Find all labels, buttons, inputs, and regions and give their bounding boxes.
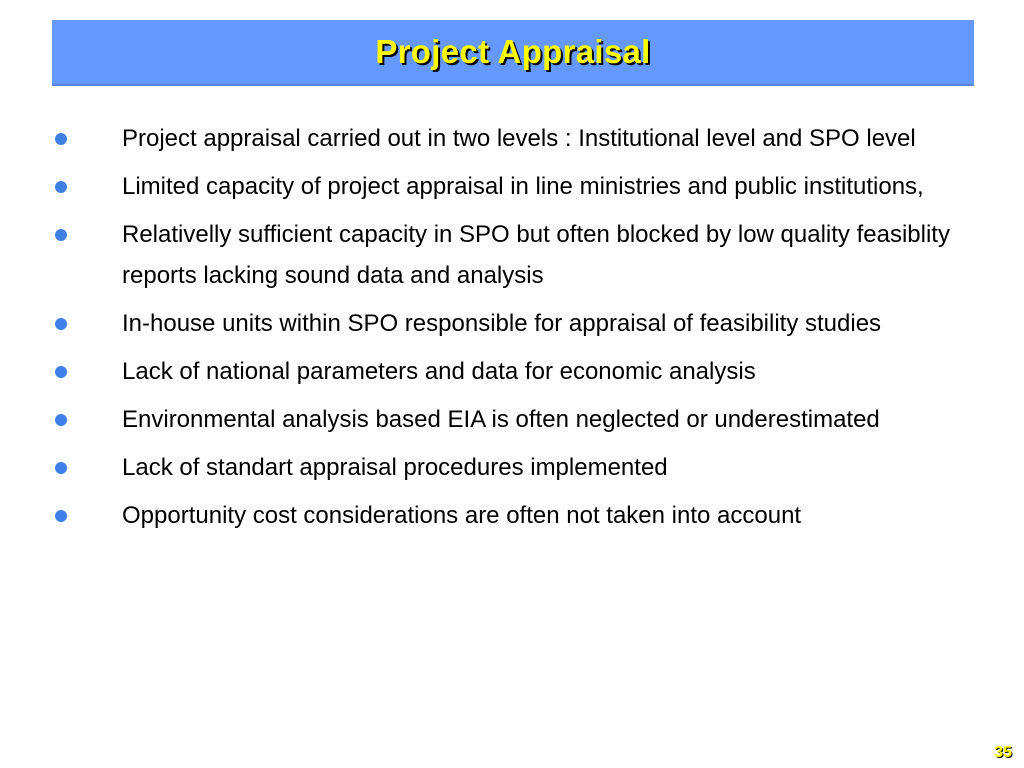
bullet-text: Opportunity cost considerations are often not taken into account bbox=[122, 502, 802, 529]
page-number: 35 bbox=[994, 744, 1012, 761]
bullet-dot-icon bbox=[55, 414, 67, 426]
bullet-item bbox=[0, 303, 1024, 344]
bullet-item bbox=[0, 214, 1024, 296]
bullet-item bbox=[0, 118, 1024, 159]
bullet-dot-icon bbox=[55, 318, 67, 330]
bullet-item bbox=[0, 495, 1024, 536]
bullet-list bbox=[0, 118, 1024, 543]
bullet-dot-icon bbox=[55, 181, 67, 193]
bullet-dot-icon bbox=[55, 462, 67, 474]
bullet-text: Environmental analysis based EIA is often neglected or underestimated bbox=[122, 406, 880, 433]
slide-title: Project Appraisal bbox=[375, 33, 651, 70]
bullet-text: Lack of national parameters and data for economic analysis bbox=[122, 358, 756, 385]
bullet-dot-icon bbox=[55, 229, 67, 241]
bullet-dot-icon bbox=[55, 510, 67, 522]
bullet-dot-icon bbox=[55, 133, 67, 145]
bullet-item bbox=[0, 166, 1024, 207]
bullet-dot-icon bbox=[55, 366, 67, 378]
bullet-text: Project appraisal carried out in two levels : Institutional level and SPO level bbox=[122, 125, 916, 152]
bullet-text: Relativelly sufficient capacity in SPO but often blocked by low quality feasiblity reports lacking sound data and analysis bbox=[122, 221, 950, 289]
bullet-text: In-house units within SPO responsible for appraisal of feasibility studies bbox=[122, 310, 882, 337]
bullet-item bbox=[0, 447, 1024, 488]
bullet-text: Lack of standart appraisal procedures implemented bbox=[122, 454, 668, 481]
title-bar bbox=[52, 20, 974, 86]
bullet-item bbox=[0, 351, 1024, 392]
bullet-text: Limited capacity of project appraisal in line ministries and public institutions, bbox=[122, 173, 924, 200]
bullet-item bbox=[0, 399, 1024, 440]
